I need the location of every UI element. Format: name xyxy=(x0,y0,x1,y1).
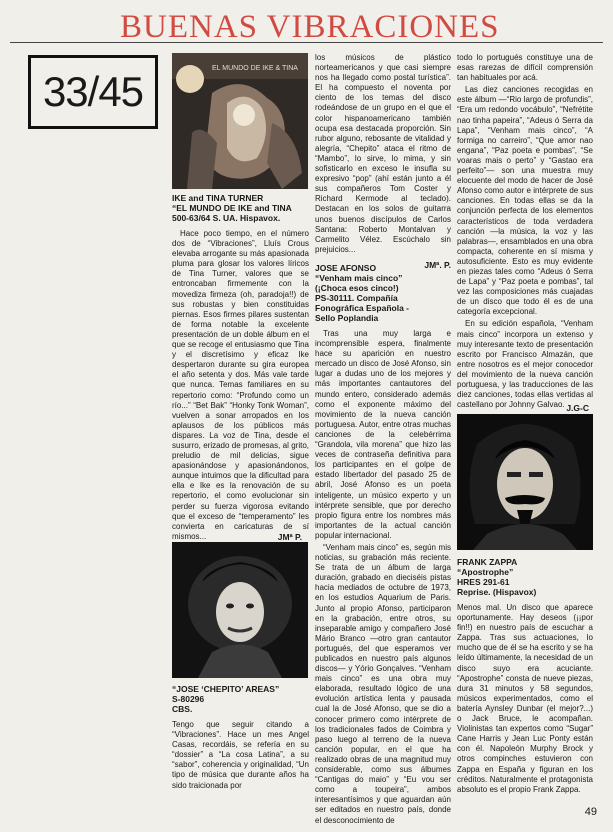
chepito-header xyxy=(172,684,309,714)
chepito-line: “JOSE ‘CHEPITO’ AREAS” xyxy=(172,684,280,694)
zappa-line: “Apostrophe” xyxy=(457,567,514,577)
afonso-line: JOSE AFONSO xyxy=(315,263,377,273)
column-afonso xyxy=(315,263,451,828)
chepito-album-cover xyxy=(172,542,308,678)
ike-tina-header xyxy=(172,193,309,223)
page-number: 49 xyxy=(584,806,597,818)
ike-tina-album-cover xyxy=(172,53,308,189)
page-title: BUENAS VIBRACIONES xyxy=(120,9,500,45)
ike-tina-line: “EL MUNDO DE IKE and TINA xyxy=(172,203,292,213)
afonso-body-cont: En su edición española, “Venham mais cinco” incorpora un extenso y muy interesante texto de presentación escrito por Francisco Almazán, que entre nosotros es el mejor conocedor del movimiento de la nueva canción portuguesa, y las traducciones de las diez canciones, todas ellas vertidas al castellano por Johnny Galvao. xyxy=(457,319,593,410)
afonso-line: PS-30111. Compañía xyxy=(315,293,398,303)
ike-tina-line: IKE and TINA TURNER xyxy=(172,193,264,203)
column-zappa xyxy=(457,557,593,797)
chepito-body: Tengo que seguir citando a “Vibraciones”. Hace un mes Angel Casas, recordáis, se refería en su “dossier” a “La cosa Latina”, a su “sabor”, coherencia y originalidad, “Un tipo de música que durante años ha sido traicionada por xyxy=(172,720,309,790)
zappa-header xyxy=(457,557,593,597)
afonso-line: Sello Poplandia xyxy=(315,313,379,323)
chepito-body-cont: los músicos de plástico norteamericanos y que casi siempre nos ha llegado como postal turística”. El ha compuesto el noventa por ciento de los temas del disco rodeándose de un grupo en el que el color hispanoamericano también ocupa esa destacada proporción. Sin rubor alguno, rebosante de vitalidad y alegría, “Chepito” ataca el ritmo de “Mambo”, lo sirve, lo mima, y sin sofisticarlo en exceso le insufla su expresivo “pop” (ahí están junto a él sus compañeros Tom Coster y Richard Kermode al teclado). Destacan en los solos de guitarra unos buenos discípulos de Carlos Santana: Roberto Montalvan y Carmelito Vélez. Escúchalo sin prejuicios... xyxy=(315,53,451,254)
column-afonso-cont xyxy=(457,53,593,412)
afonso-body: Tras una muy larga e incomprensible espera, finalmente hace su aparición en nuestro mercado un disco de José Afonso, sin lugar a dudas uno de los mejores y más importantes cantautores del mundo entero, considerado además como el exponente máximo del movimiento de la nueva canción portuguesa. Autor, entre otras muchas canciones de la celebérrima “Grandola, vila morena” que hizo las veces de contraseña definitiva para los participantes en el golpe de estado libertador del pasado 25 de abril, José Afonso es un poeta inteligente, un músico experto y un intérprete sensible, que por derecho propio figura entre los nombres más importantes de la actual canción popular internacional. xyxy=(315,329,451,540)
ike-tina-line: 500-63/64 S. UA. Hispavox. xyxy=(172,213,281,223)
chepito-line: S-80296 xyxy=(172,694,205,704)
afonso-line: Fonográfica Española - xyxy=(315,303,409,313)
afonso-body: “Venham mais cinco” es, según mis noticias, su grabación más reciente. Se trata de un álbum de larga duración, grabado en dieciséis pistas hacia mediados de octubre de 1973, en los estudios Aquarium de Paris. Junto al propio Afonso, participaron en la grabación, entre otros, su inseparable amigo y compañero José Mário Branco —otro gran cantautor portugués, del que esperamos ver publicados en nuestro país algunos discos— y Yório Gonçalves. “Venham mais cinco” es una obra muy elaborada, resultado lógico de una evolución artística lenta y pausada cual la de José Afonso, que se dio a conocer primero como intérprete de los tradicionales fados de Coimbra y paso luego al terreno de la nueva canción popular, en el que ha realizado obras de una magnitud muy considerable, como sus álbumes “Cantigas do maio” y “Eu vou ser como a toupeira”, ambos interesantísimos y que aguardan aún ser editados en nuestro país, donde el desconocimiento de xyxy=(315,542,451,825)
afonso-line: “Venham mais cinco” xyxy=(315,273,403,283)
afonso-line: (¡Choca esos cinco!) xyxy=(315,283,399,293)
afonso-signature: J.G-C xyxy=(566,403,589,413)
zappa-album-cover xyxy=(457,414,593,550)
cover-title: EL MUNDO DE IKE & TINA xyxy=(212,65,298,72)
zappa-body: Menos mal. Un disco que aparece oportunamente. Hay deseos (¡¡por fin!!) en nuestro país de escuchar a Zappa. Tras sus actuaciones, lo mucho que de él se ha escrito y se ha leído últimamente, la necesidad de un disco suyo era acuciante. “Apostrophe” consta de nueve piezas, dura 31 minutos y 58 segundos, músicos experimentados, como el batería Aynsley Dunbar (el mejor?...) o Jack Bruce, le acompañan. Violinistas tan expertos como “Sugar” Cane Harris y Jean Luc Ponty están con él. Napoleón Murphy Brock y otros compinches estuvieron con Zappa en España y figuran en los créditos. Naturalmente el protagonista absoluto es el propio Frank Zappa. xyxy=(457,603,593,794)
chepito-signature: JMª. P. xyxy=(424,259,451,270)
zappa-line: Reprise. (Hispavox) xyxy=(457,587,537,597)
zappa-line: HRES 291-61 xyxy=(457,577,510,587)
column-chepito-cont xyxy=(315,53,451,270)
chepito-line: CBS. xyxy=(172,704,193,714)
afonso-body-cont: Las diez canciones recogidas en este álbum —“Rio largo de profundis”, “Era um redondo vocábulo”, “Nefrétite nao tinha papeira”, “Adeus ó Serra da Lapa”, “Venham mais cinco”, “A formiga no carreiro”, “Que amor nao engana”, “Paz poeta e pombas”, “Se voaras mais o perto” y “Gastao era perfeito”— son una muestra muy elocuente del modo de hacer de José Afonso como autor e intérprete de sus canciones. En todas ellas se da la conjunción perfecta de los elementos característicos de toda verdadera canción —la música, la voz y las palabras—, ensamblados en una obra compacta, coherente en sí misma y autosuficiente. Esto es muy evidente en piezas tales como “Adeus ó Serra de Lapa” y “Paz poeta e pombas”, tal vez las composiciones más cuajadas de un disco que todo él es de una categoría excepcional. xyxy=(457,85,593,317)
column-ike-tina xyxy=(172,193,309,544)
ike-tina-body: Hace poco tiempo, en el número dos de “Vibraciones”, Lluís Crous elevaba arrogante su más apasionada pluma para glosar los valores líricos de Tina Turner, valores que se entroncaban firmemente con la movediza firmeza (oh, paradoja!!) de sus robustas y bien constituidas piernas. Esos firmes pilares sustentan de forma notable la excelente presentación de un doble álbum en el que se recoge el entusiasmo que Tina y el discretísimo y eficaz Ike despertaron durante su gira europea el año setenta y dos. Más vale tarde que nunca. Temas familiares en su repertorio como: “Profundo como un río...” “Bet Bak” “Honky Tonk Woman”, vuelven a sonar arropados en los aplausos de los públicos más dispares. La voz de Tina, desde el susurro, erizado de promesas, al grito, preludio de mil delicias, sigue apasionándose y apasionándonos, aunque intuimos que la dificultad para ella e Ike es la renovación de su repertorio, el como evolucionar sin perder su fuerza vigorosa evitando que el exceso de “temperamento” les convierta en caricaturas de sí mismos... xyxy=(172,229,309,541)
section-logo: 33/45 xyxy=(28,55,158,129)
ike-tina-signature: JMª P. xyxy=(277,532,302,542)
column-chepito xyxy=(172,684,309,793)
zappa-line: FRANK ZAPPA xyxy=(457,557,518,567)
title-rule xyxy=(10,42,603,43)
afonso-header xyxy=(315,263,451,323)
afonso-body-cont: todo lo portugués constituye una de esas rarezas de difícil comprensión tan habituales por acá. xyxy=(457,53,593,83)
